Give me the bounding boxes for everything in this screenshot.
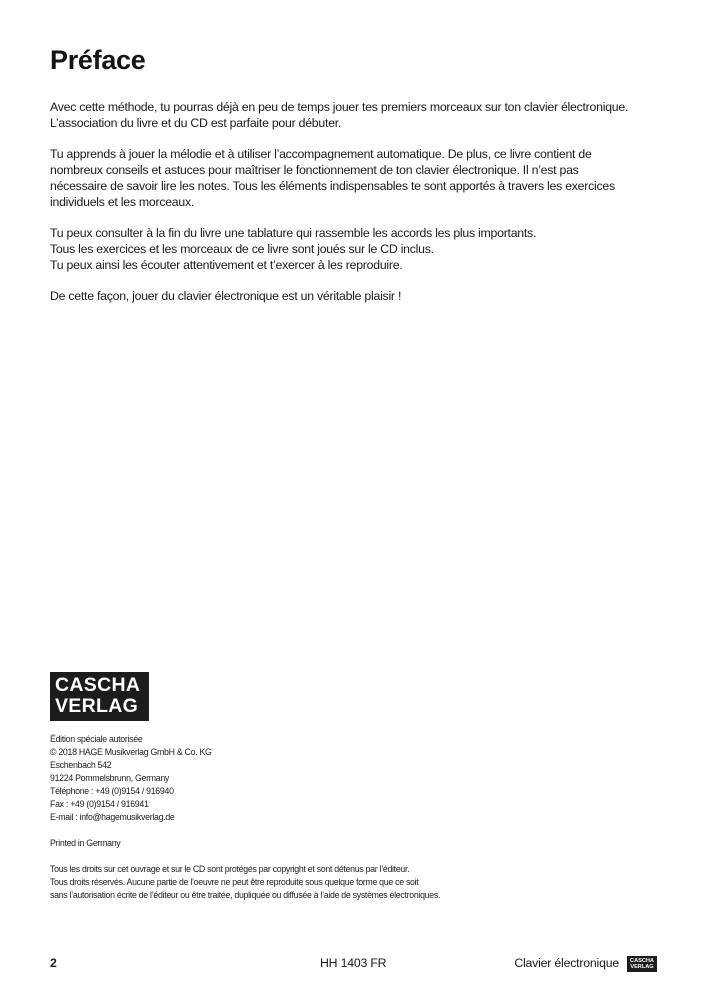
logo-line-1: CASCHA xyxy=(55,674,141,696)
imprint-block xyxy=(50,733,650,902)
imprint-line: 91224 Pommelsbrunn, Germany xyxy=(50,773,170,783)
footer-publisher-logo xyxy=(627,956,657,972)
text-line: L’association du livre et du CD est parfaite pour débuter. xyxy=(50,116,342,130)
text-line: Tu peux consulter à la fin du livre une tablature qui rassemble les accords les plus importants. xyxy=(50,226,537,240)
text-line: Tu peux ainsi les écouter attentivement et t’exercer à les reproduire. xyxy=(50,258,403,272)
text-line: Avec cette méthode, tu pourras déjà en peu de temps jouer tes premiers morceaux sur ton clavier électronique. xyxy=(50,100,629,114)
mini-logo-line-2: VERLAG xyxy=(630,964,654,970)
printed-in-line: Printed in Germany xyxy=(50,838,121,848)
text-line: nécessaire de savoir lire les notes. Tous les éléments indispensables te sont apportés à travers les exercices xyxy=(50,179,615,193)
spacer xyxy=(50,850,650,863)
paragraph-4 xyxy=(50,288,670,304)
text-line: Tous les exercices et les morceaux de ce livre sont joués sur le CD inclus. xyxy=(50,242,434,256)
imprint-line: © 2018 HAGE Musikverlag GmbH & Co. KG xyxy=(50,747,212,757)
logo-line-2: VERLAG xyxy=(55,695,139,717)
imprint-line: Eschenbach 542 xyxy=(50,760,112,770)
spacer xyxy=(50,824,650,837)
paragraph-3 xyxy=(50,225,670,273)
text-line: Tu apprends à jouer la mélodie et à utiliser l’accompagnement automatique. De plus, ce livre contient de xyxy=(50,147,592,161)
rights-line: sans l’autorisation écrite de l’éditeur ou être traitée, dupliquée ou diffusée à l’aide de systèmes électroniques. xyxy=(50,890,441,900)
text-line: individuels et les morceaux. xyxy=(50,195,195,209)
publisher-logo xyxy=(50,672,149,721)
text-line: nombreux conseils et astuces pour maîtriser le fonctionnement de ton clavier électronique. Il n’est pas xyxy=(50,163,579,177)
paragraph-1 xyxy=(50,99,670,131)
imprint-line: Fax : +49 (0)9154 / 916941 xyxy=(50,799,149,809)
rights-line: Tous droits réservés. Aucune partie de l’oeuvre ne peut être reproduite sous quelque forme que ce soit xyxy=(50,877,419,887)
imprint-line: Édition spéciale autorisée xyxy=(50,734,143,744)
page-title: Préface xyxy=(50,45,146,75)
page-number: 2 xyxy=(50,956,57,970)
page-footer xyxy=(50,956,657,972)
text-line: De cette façon, jouer du clavier électronique est un véritable plaisir ! xyxy=(50,289,402,303)
imprint-line: Téléphone : +49 (0)9154 / 916940 xyxy=(50,786,174,796)
catalog-code: HH 1403 FR xyxy=(320,956,387,970)
preface-body xyxy=(50,99,670,319)
email-line: E-mail : info@hagemusikverlag.de xyxy=(50,812,175,822)
book-title: Clavier électronique xyxy=(514,956,619,970)
mini-logo-line-1: CASCHA xyxy=(630,957,654,964)
rights-line: Tous les droits sur cet ouvrage et sur le CD sont protégés par copyright et sont détenus par l’éditeur. xyxy=(50,864,410,874)
paragraph-2 xyxy=(50,146,670,210)
